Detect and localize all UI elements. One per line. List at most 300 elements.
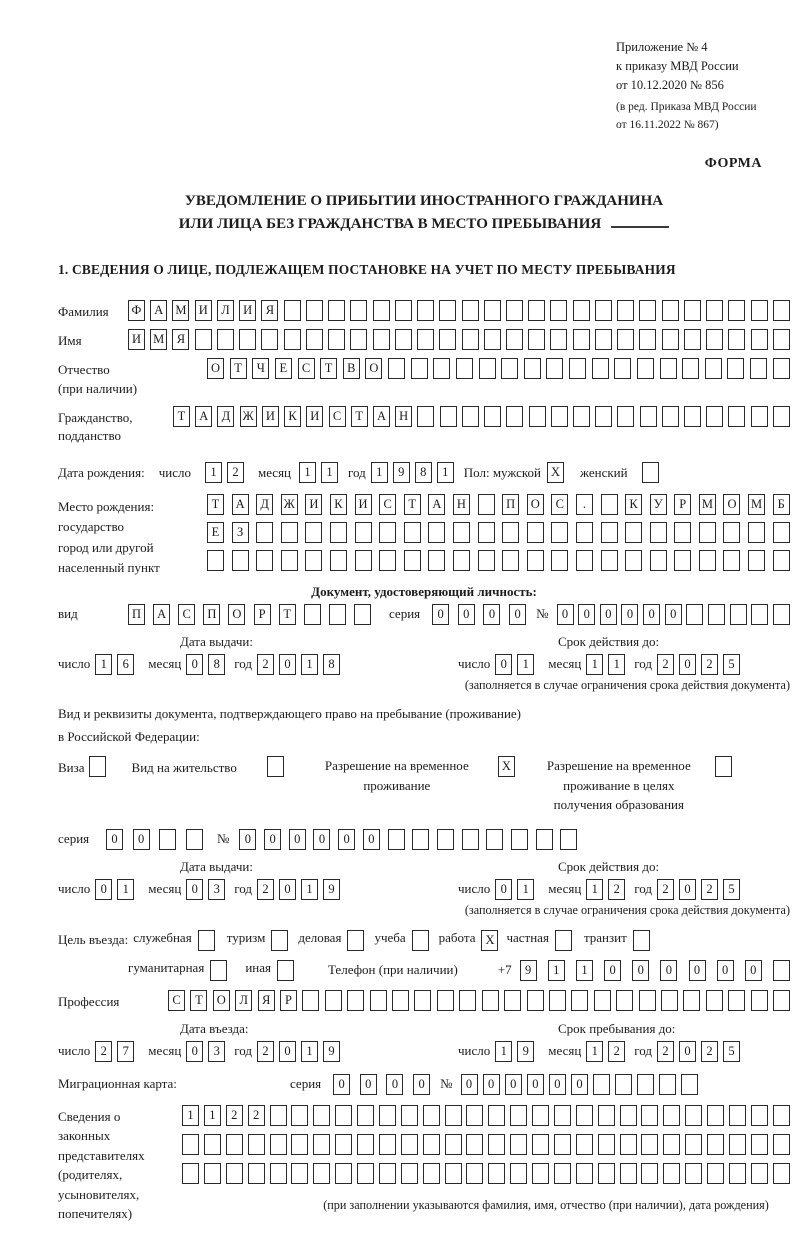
char-cell[interactable]: 0 [679, 1041, 696, 1062]
char-cell[interactable]: 0 [621, 604, 638, 625]
char-cell[interactable] [569, 358, 586, 379]
char-cell[interactable]: 1 [576, 960, 593, 981]
char-cell[interactable] [270, 1105, 287, 1126]
char-cell[interactable] [706, 406, 723, 427]
char-cell[interactable] [750, 358, 767, 379]
char-cell[interactable] [186, 829, 203, 850]
char-cell[interactable]: М [748, 494, 765, 515]
char-cell[interactable] [210, 960, 227, 981]
char-cell[interactable] [773, 550, 790, 571]
char-cell[interactable]: 0 [186, 879, 203, 900]
char-cell[interactable] [528, 300, 545, 321]
char-cell[interactable]: С [329, 406, 346, 427]
char-cell[interactable]: 1 [495, 1041, 512, 1062]
char-cell[interactable] [571, 990, 588, 1011]
stay-issue-year-grid[interactable] [257, 879, 340, 900]
char-cell[interactable] [204, 1163, 221, 1184]
representatives-grid-row3[interactable] [182, 1163, 790, 1184]
char-cell[interactable] [707, 1134, 724, 1155]
char-cell[interactable] [456, 358, 473, 379]
char-cell[interactable] [532, 1105, 549, 1126]
char-cell[interactable]: 1 [301, 654, 318, 675]
char-cell[interactable]: 0 [665, 604, 682, 625]
char-cell[interactable] [462, 300, 479, 321]
char-cell[interactable]: И [128, 329, 145, 350]
char-cell[interactable] [617, 329, 634, 350]
char-cell[interactable] [484, 406, 501, 427]
char-cell[interactable] [325, 990, 342, 1011]
char-cell[interactable]: П [502, 494, 519, 515]
char-cell[interactable]: О [213, 990, 230, 1011]
sex-male-checkbox[interactable] [547, 462, 564, 483]
char-cell[interactable]: 0 [689, 960, 706, 981]
char-cell[interactable] [639, 990, 656, 1011]
char-cell[interactable] [576, 1134, 593, 1155]
char-cell[interactable]: 1 [548, 960, 565, 981]
char-cell[interactable] [207, 550, 224, 571]
char-cell[interactable] [291, 1105, 308, 1126]
char-cell[interactable]: И [306, 406, 323, 427]
char-cell[interactable]: О [207, 358, 224, 379]
char-cell[interactable] [529, 406, 546, 427]
char-cell[interactable]: 1 [608, 654, 625, 675]
stay-issue-month-grid[interactable] [186, 879, 225, 900]
char-cell[interactable] [723, 522, 740, 543]
char-cell[interactable]: И [195, 300, 212, 321]
id-valid-day-grid[interactable] [495, 654, 534, 675]
char-cell[interactable] [395, 329, 412, 350]
stay-number-grid[interactable] [239, 829, 577, 850]
char-cell[interactable] [707, 1105, 724, 1126]
birthplace-grid-row1[interactable] [207, 494, 790, 515]
char-cell[interactable] [625, 550, 642, 571]
char-cell[interactable]: Т [230, 358, 247, 379]
char-cell[interactable] [594, 990, 611, 1011]
doc-type-grid[interactable] [128, 604, 371, 625]
char-cell[interactable] [751, 990, 768, 1011]
char-cell[interactable]: 1 [204, 1105, 221, 1126]
char-cell[interactable] [357, 1105, 374, 1126]
char-cell[interactable] [182, 1134, 199, 1155]
char-cell[interactable]: Ж [240, 406, 257, 427]
char-cell[interactable]: Ж [281, 494, 298, 515]
char-cell[interactable]: К [625, 494, 642, 515]
char-cell[interactable] [330, 550, 347, 571]
char-cell[interactable] [595, 300, 612, 321]
char-cell[interactable]: Т [351, 406, 368, 427]
char-cell[interactable]: Л [217, 300, 234, 321]
char-cell[interactable] [335, 1105, 352, 1126]
char-cell[interactable] [536, 829, 553, 850]
char-cell[interactable] [291, 1163, 308, 1184]
char-cell[interactable] [730, 604, 747, 625]
citizenship-grid[interactable] [173, 406, 790, 427]
mig-series-grid[interactable] [333, 1074, 430, 1095]
birth-month-grid[interactable] [299, 462, 338, 483]
char-cell[interactable]: О [365, 358, 382, 379]
char-cell[interactable] [773, 329, 790, 350]
id-valid-month-grid[interactable] [586, 654, 625, 675]
char-cell[interactable] [729, 1105, 746, 1126]
char-cell[interactable] [706, 990, 723, 1011]
char-cell[interactable] [723, 550, 740, 571]
char-cell[interactable] [392, 990, 409, 1011]
char-cell[interactable] [659, 1074, 676, 1095]
char-cell[interactable]: А [153, 604, 170, 625]
char-cell[interactable] [641, 1163, 658, 1184]
char-cell[interactable] [329, 604, 346, 625]
char-cell[interactable] [773, 990, 790, 1011]
profession-grid[interactable] [168, 990, 790, 1011]
char-cell[interactable] [305, 550, 322, 571]
char-cell[interactable] [527, 990, 544, 1011]
char-cell[interactable] [445, 1105, 462, 1126]
char-cell[interactable] [685, 1105, 702, 1126]
temp-residence-checkbox[interactable] [498, 756, 515, 777]
char-cell[interactable]: 0 [363, 829, 380, 850]
char-cell[interactable] [773, 604, 790, 625]
char-cell[interactable]: И [305, 494, 322, 515]
char-cell[interactable]: А [428, 494, 445, 515]
char-cell[interactable] [328, 329, 345, 350]
sex-female-checkbox[interactable] [642, 462, 659, 483]
char-cell[interactable] [417, 300, 434, 321]
char-cell[interactable]: Р [674, 494, 691, 515]
char-cell[interactable] [478, 522, 495, 543]
char-cell[interactable]: 9 [393, 462, 410, 483]
char-cell[interactable]: 0 [483, 1074, 500, 1095]
char-cell[interactable] [601, 522, 618, 543]
char-cell[interactable] [683, 990, 700, 1011]
char-cell[interactable] [440, 406, 457, 427]
char-cell[interactable] [685, 1163, 702, 1184]
char-cell[interactable] [313, 1163, 330, 1184]
char-cell[interactable]: Е [275, 358, 292, 379]
char-cell[interactable] [411, 358, 428, 379]
char-cell[interactable] [640, 406, 657, 427]
visa-checkbox[interactable] [89, 756, 106, 777]
char-cell[interactable] [232, 550, 249, 571]
char-cell[interactable] [195, 329, 212, 350]
char-cell[interactable]: С [379, 494, 396, 515]
char-cell[interactable] [401, 1105, 418, 1126]
char-cell[interactable]: А [373, 406, 390, 427]
char-cell[interactable]: X [481, 930, 498, 951]
char-cell[interactable] [551, 522, 568, 543]
char-cell[interactable] [226, 1163, 243, 1184]
char-cell[interactable] [357, 1163, 374, 1184]
char-cell[interactable] [641, 1134, 658, 1155]
char-cell[interactable] [284, 329, 301, 350]
char-cell[interactable]: 1 [205, 462, 222, 483]
char-cell[interactable] [527, 522, 544, 543]
char-cell[interactable] [506, 406, 523, 427]
stay-valid-month-grid[interactable] [586, 879, 625, 900]
char-cell[interactable] [616, 990, 633, 1011]
char-cell[interactable] [453, 522, 470, 543]
char-cell[interactable] [551, 406, 568, 427]
char-cell[interactable] [306, 329, 323, 350]
char-cell[interactable]: Я [258, 990, 275, 1011]
char-cell[interactable] [357, 1134, 374, 1155]
char-cell[interactable]: У [650, 494, 667, 515]
char-cell[interactable]: А [232, 494, 249, 515]
char-cell[interactable]: В [343, 358, 360, 379]
char-cell[interactable]: Р [254, 604, 271, 625]
char-cell[interactable]: С [551, 494, 568, 515]
char-cell[interactable] [576, 522, 593, 543]
char-cell[interactable] [486, 829, 503, 850]
char-cell[interactable] [510, 1134, 527, 1155]
char-cell[interactable] [598, 1134, 615, 1155]
char-cell[interactable] [662, 329, 679, 350]
char-cell[interactable] [662, 300, 679, 321]
char-cell[interactable]: . [576, 494, 593, 515]
char-cell[interactable] [401, 1134, 418, 1155]
char-cell[interactable]: 0 [578, 604, 595, 625]
char-cell[interactable] [620, 1163, 637, 1184]
char-cell[interactable] [373, 329, 390, 350]
char-cell[interactable] [598, 1105, 615, 1126]
char-cell[interactable] [554, 1105, 571, 1126]
entry-month-grid[interactable] [186, 1041, 225, 1062]
purpose-transit-checkbox[interactable] [633, 930, 650, 951]
char-cell[interactable] [682, 358, 699, 379]
char-cell[interactable] [417, 329, 434, 350]
char-cell[interactable] [313, 1105, 330, 1126]
char-cell[interactable] [277, 960, 294, 981]
birth-year-grid[interactable] [371, 462, 454, 483]
char-cell[interactable] [437, 829, 454, 850]
char-cell[interactable] [414, 990, 431, 1011]
char-cell[interactable]: Д [256, 494, 273, 515]
char-cell[interactable]: 2 [701, 879, 718, 900]
char-cell[interactable] [484, 329, 501, 350]
char-cell[interactable] [335, 1163, 352, 1184]
char-cell[interactable]: Т [404, 494, 421, 515]
char-cell[interactable]: 0 [483, 604, 500, 625]
char-cell[interactable] [511, 829, 528, 850]
char-cell[interactable] [728, 329, 745, 350]
char-cell[interactable]: 9 [520, 960, 537, 981]
char-cell[interactable] [423, 1105, 440, 1126]
char-cell[interactable]: 2 [701, 654, 718, 675]
char-cell[interactable] [379, 1163, 396, 1184]
char-cell[interactable]: 0 [600, 604, 617, 625]
char-cell[interactable]: 1 [437, 462, 454, 483]
char-cell[interactable] [595, 406, 612, 427]
char-cell[interactable] [347, 990, 364, 1011]
char-cell[interactable]: Т [279, 604, 296, 625]
char-cell[interactable] [313, 1134, 330, 1155]
char-cell[interactable] [555, 930, 572, 951]
char-cell[interactable] [661, 990, 678, 1011]
char-cell[interactable] [388, 829, 405, 850]
char-cell[interactable]: Я [172, 329, 189, 350]
char-cell[interactable] [423, 1134, 440, 1155]
char-cell[interactable] [388, 358, 405, 379]
char-cell[interactable] [595, 329, 612, 350]
char-cell[interactable] [706, 300, 723, 321]
char-cell[interactable]: 0 [264, 829, 281, 850]
char-cell[interactable] [663, 1134, 680, 1155]
char-cell[interactable]: Т [207, 494, 224, 515]
char-cell[interactable] [532, 1134, 549, 1155]
char-cell[interactable] [412, 930, 429, 951]
char-cell[interactable] [527, 550, 544, 571]
char-cell[interactable] [573, 300, 590, 321]
char-cell[interactable] [637, 1074, 654, 1095]
char-cell[interactable]: 2 [257, 1041, 274, 1062]
char-cell[interactable] [727, 358, 744, 379]
char-cell[interactable]: Н [453, 494, 470, 515]
char-cell[interactable] [751, 1105, 768, 1126]
char-cell[interactable]: Т [173, 406, 190, 427]
char-cell[interactable] [478, 494, 495, 515]
char-cell[interactable]: Б [773, 494, 790, 515]
char-cell[interactable] [373, 300, 390, 321]
char-cell[interactable]: М [699, 494, 716, 515]
char-cell[interactable]: 0 [495, 654, 512, 675]
char-cell[interactable] [549, 990, 566, 1011]
char-cell[interactable]: 0 [509, 604, 526, 625]
char-cell[interactable]: А [150, 300, 167, 321]
purpose-tourism-checkbox[interactable] [271, 930, 288, 951]
char-cell[interactable] [466, 1163, 483, 1184]
char-cell[interactable] [748, 522, 765, 543]
char-cell[interactable] [729, 1134, 746, 1155]
stay-until-month-grid[interactable] [586, 1041, 625, 1062]
char-cell[interactable]: М [150, 329, 167, 350]
id-issue-day-grid[interactable] [95, 654, 134, 675]
char-cell[interactable] [524, 358, 541, 379]
char-cell[interactable] [573, 406, 590, 427]
char-cell[interactable]: 5 [723, 1041, 740, 1062]
char-cell[interactable] [350, 300, 367, 321]
char-cell[interactable] [576, 1163, 593, 1184]
char-cell[interactable] [674, 550, 691, 571]
char-cell[interactable] [773, 358, 790, 379]
stay-until-year-grid[interactable] [657, 1041, 740, 1062]
char-cell[interactable] [546, 358, 563, 379]
char-cell[interactable] [751, 604, 768, 625]
char-cell[interactable] [705, 358, 722, 379]
char-cell[interactable] [620, 1134, 637, 1155]
char-cell[interactable] [204, 1134, 221, 1155]
mig-number-grid[interactable] [461, 1074, 699, 1095]
char-cell[interactable]: 1 [182, 1105, 199, 1126]
char-cell[interactable]: 0 [660, 960, 677, 981]
doc-number-grid[interactable] [557, 604, 790, 625]
id-valid-year-grid[interactable] [657, 654, 740, 675]
char-cell[interactable] [773, 406, 790, 427]
char-cell[interactable] [270, 1163, 287, 1184]
char-cell[interactable]: 0 [527, 1074, 544, 1095]
char-cell[interactable] [217, 329, 234, 350]
char-cell[interactable] [686, 604, 703, 625]
char-cell[interactable] [642, 462, 659, 483]
purpose-study-checkbox[interactable] [412, 930, 429, 951]
char-cell[interactable]: 2 [248, 1105, 265, 1126]
char-cell[interactable] [445, 1134, 462, 1155]
char-cell[interactable]: 0 [458, 604, 475, 625]
char-cell[interactable] [379, 1134, 396, 1155]
char-cell[interactable] [601, 494, 618, 515]
char-cell[interactable]: Н [395, 406, 412, 427]
char-cell[interactable]: 0 [338, 829, 355, 850]
char-cell[interactable]: З [232, 522, 249, 543]
char-cell[interactable] [284, 300, 301, 321]
char-cell[interactable] [510, 1163, 527, 1184]
char-cell[interactable]: X [547, 462, 564, 483]
char-cell[interactable] [482, 990, 499, 1011]
char-cell[interactable] [267, 756, 284, 777]
char-cell[interactable] [437, 990, 454, 1011]
char-cell[interactable] [330, 522, 347, 543]
char-cell[interactable]: П [203, 604, 220, 625]
char-cell[interactable] [554, 1134, 571, 1155]
char-cell[interactable] [510, 1105, 527, 1126]
char-cell[interactable]: О [723, 494, 740, 515]
char-cell[interactable]: 0 [557, 604, 574, 625]
char-cell[interactable]: 0 [279, 654, 296, 675]
char-cell[interactable] [625, 522, 642, 543]
birthplace-grid-row2[interactable] [207, 522, 790, 543]
char-cell[interactable] [347, 930, 364, 951]
char-cell[interactable]: 2 [257, 879, 274, 900]
char-cell[interactable] [751, 1163, 768, 1184]
char-cell[interactable]: Л [235, 990, 252, 1011]
char-cell[interactable]: 1 [117, 879, 134, 900]
char-cell[interactable]: С [178, 604, 195, 625]
char-cell[interactable] [281, 522, 298, 543]
stay-valid-day-grid[interactable] [495, 879, 534, 900]
char-cell[interactable]: 2 [701, 1041, 718, 1062]
char-cell[interactable] [291, 1134, 308, 1155]
char-cell[interactable] [484, 300, 501, 321]
char-cell[interactable]: 0 [432, 604, 449, 625]
char-cell[interactable]: А [195, 406, 212, 427]
char-cell[interactable] [226, 1134, 243, 1155]
char-cell[interactable]: 1 [371, 462, 388, 483]
char-cell[interactable] [370, 990, 387, 1011]
char-cell[interactable]: 5 [723, 654, 740, 675]
char-cell[interactable] [379, 1105, 396, 1126]
char-cell[interactable]: 5 [723, 879, 740, 900]
char-cell[interactable] [528, 329, 545, 350]
char-cell[interactable] [379, 522, 396, 543]
char-cell[interactable]: 0 [505, 1074, 522, 1095]
char-cell[interactable] [617, 406, 634, 427]
char-cell[interactable] [650, 550, 667, 571]
char-cell[interactable]: С [298, 358, 315, 379]
purpose-work-checkbox[interactable] [481, 930, 498, 951]
char-cell[interactable]: 0 [186, 654, 203, 675]
char-cell[interactable] [748, 550, 765, 571]
char-cell[interactable]: 2 [657, 654, 674, 675]
char-cell[interactable]: 2 [257, 654, 274, 675]
char-cell[interactable]: 3 [208, 1041, 225, 1062]
char-cell[interactable]: 8 [208, 654, 225, 675]
char-cell[interactable]: 0 [632, 960, 649, 981]
char-cell[interactable]: X [498, 756, 515, 777]
char-cell[interactable] [466, 1134, 483, 1155]
char-cell[interactable]: 3 [208, 879, 225, 900]
char-cell[interactable]: 0 [679, 654, 696, 675]
char-cell[interactable] [532, 1163, 549, 1184]
char-cell[interactable]: О [228, 604, 245, 625]
char-cell[interactable] [699, 522, 716, 543]
